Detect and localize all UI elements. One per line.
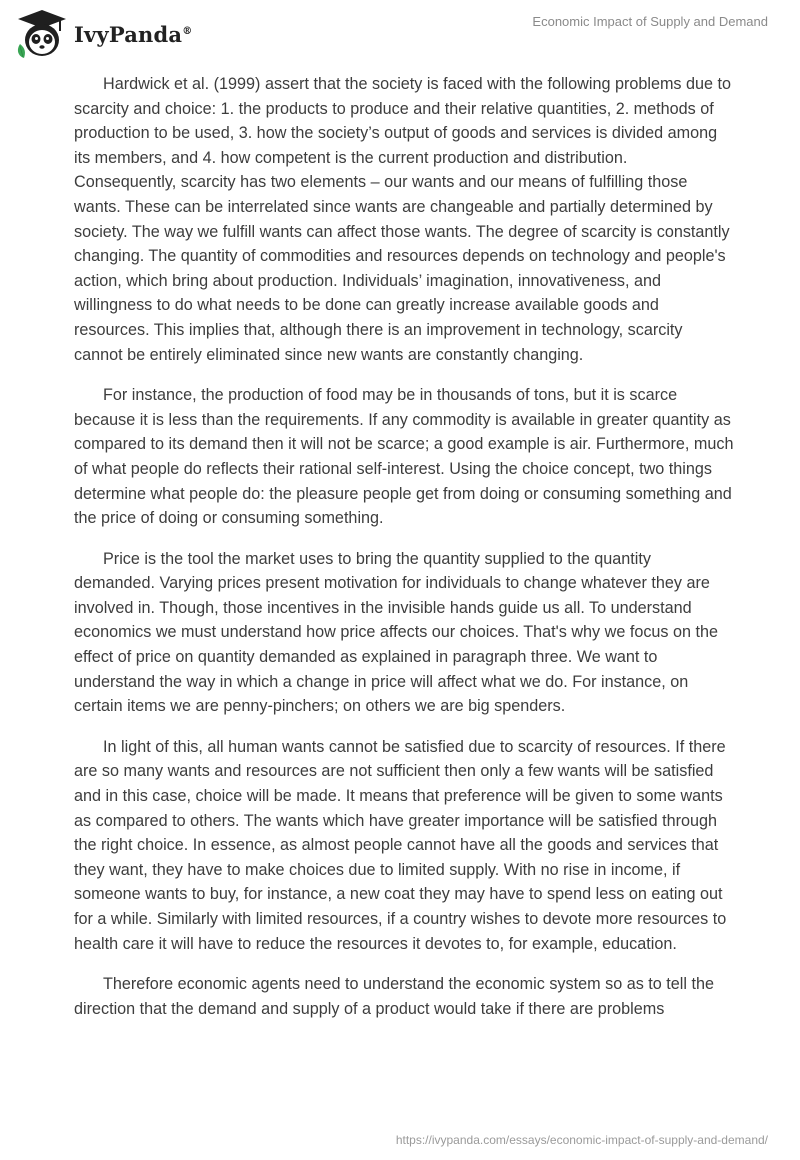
panda-graduate-icon (14, 8, 70, 60)
paragraph: Hardwick et al. (1999) assert that the society is faced with the following problems due to scarcity and choice: 1. the products to produce and their relative quantities, 2. methods of production to be used, 3. how the society’s output of goods and services is divided among its members, and 4. how competent is the current production and distribution. Consequently, scarcity has two elements – our wants and our means of fulfilling those wants. These can be interrelated since wants are changeable and partially determined by society. The way we fulfill wants can affect those wants. The degree of scarcity is constantly changing. The quantity of commodities and resources depends on technology and people's action, which bring about production. Individuals’ imagination, innovativeness, and willingness to do what needs to be done can greatly increase available goods and resources. This implies that, although there is an improvement in technology, scarcity cannot be entirely eliminated since new wants are constantly changing. (74, 75, 732, 364)
essay-body (74, 72, 734, 1037)
brand-name: IvyPanda® (74, 21, 193, 47)
source-url-link[interactable]: https://ivypanda.com/essays/economic-impact-of-supply-and-demand/ (395, 1133, 768, 1147)
paragraph: Price is the tool the market uses to bring the quantity supplied to the quantity demanded. Varying prices present motivation for individuals to change whatever they are involved in. Though, those incentives in the invisible hands guide us all. To understand economics we must understand how price affects our choices. That's why we focus on the effect of price on quantity demanded as explained in paragraph three. We want to understand the way in which a change in price will affect what we do. For instance, on certain items we are penny-pinchers; on others we are big spenders. (74, 549, 719, 716)
document-title: Economic Impact of Supply and Demand (532, 14, 768, 29)
ivypanda-logo[interactable] (14, 8, 192, 60)
paragraph: In light of this, all human wants cannot be satisfied due to scarcity of resources. If there are so many wants and resources are not sufficient then only a few wants will be satisfied and in this case, choice will be made. It means that preference will be given to some wants as compared to others. The wants which have greater importance will be satisfied through the right choice. In essence, as almost people cannot have all the goods and services that they want, they have to make choices due to limited supply. With no rise in income, if someone wants to buy, for instance, a new coat they may have to spend less on eating out for a while. Similarly with limited resources, if a country wishes to devote more resources to health care it will have to reduce the resources it devotes to, for example, education. (74, 737, 727, 953)
paragraph: For instance, the production of food may be in thousands of tons, but it is scarce because it is less than the requirements. If any commodity is available in greater quantity as compared to its demand then it will not be scarce; a good example is air. Furthermore, much of what people do reflects their rational self-interest. Using the choice concept, two things determine what people do: the pleasure people get from doing or consuming something and the price of doing or consuming something. (74, 386, 734, 528)
paragraph: Therefore economic agents need to understand the economic system so as to tell the direction that the demand and supply of a product would take if there are problems (74, 975, 714, 1018)
page-header (0, 0, 800, 70)
